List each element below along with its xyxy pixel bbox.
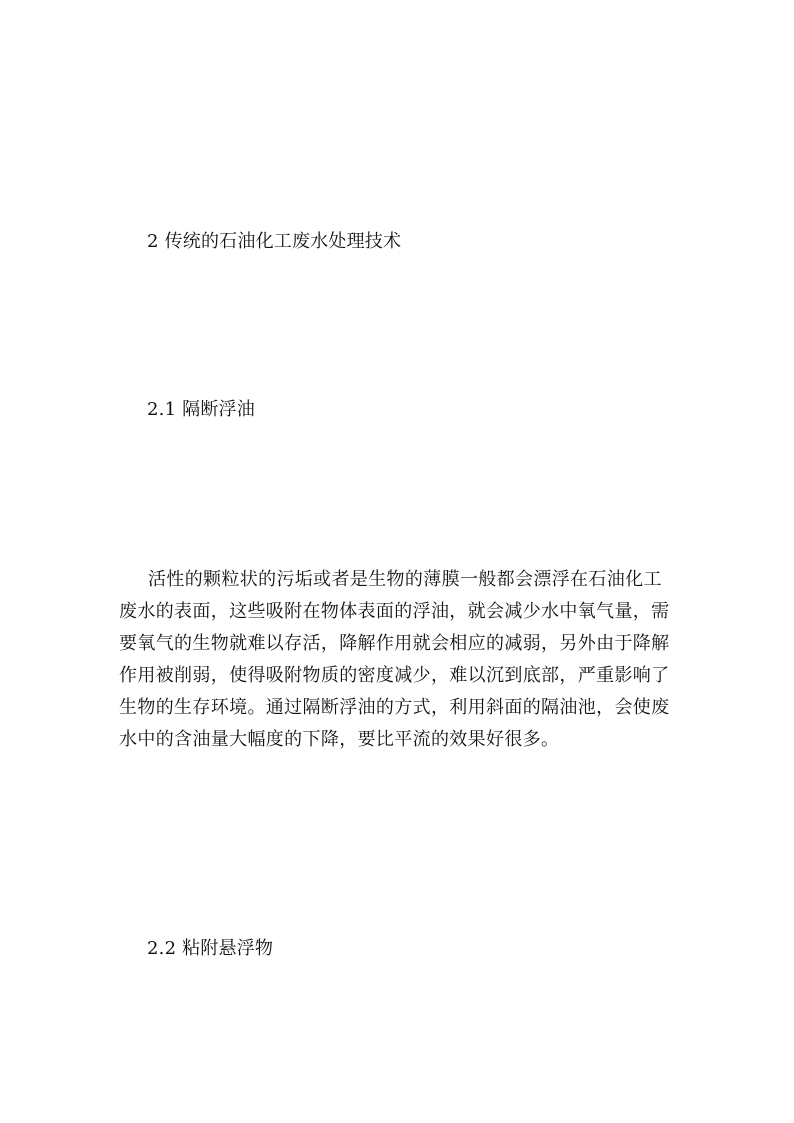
paragraph-line: 水中的含油量大幅度的下降，要比平流的效果好很多。 bbox=[119, 729, 560, 750]
subsection-heading-isolated-oil: 2.1 隔断浮油 bbox=[147, 399, 255, 420]
paragraph-line: 废水的表面，这些吸附在物体表面的浮油，就会减少水中氧气量，需 bbox=[119, 601, 670, 622]
paragraph-line: 活性的颗粒状的污垢或者是生物的薄膜一般都会漂浮在石油化工 bbox=[148, 569, 662, 590]
paragraph-line: 作用被削弱，使得吸附物质的密度减少，难以沉到底部，严重影响了 bbox=[119, 665, 670, 686]
section-heading: 2 传统的石油化工废水处理技术 bbox=[147, 231, 402, 252]
body-paragraph bbox=[119, 565, 677, 757]
paragraph-line: 要氧气的生物就难以存活，降解作用就会相应的减弱，另外由于降解 bbox=[119, 633, 670, 654]
subsection-heading-suspended-solids: 2.2 粘附悬浮物 bbox=[147, 938, 274, 959]
paragraph-line: 生物的生存环境。通过隔断浮油的方式，利用斜面的隔油池，会使废 bbox=[119, 697, 670, 718]
